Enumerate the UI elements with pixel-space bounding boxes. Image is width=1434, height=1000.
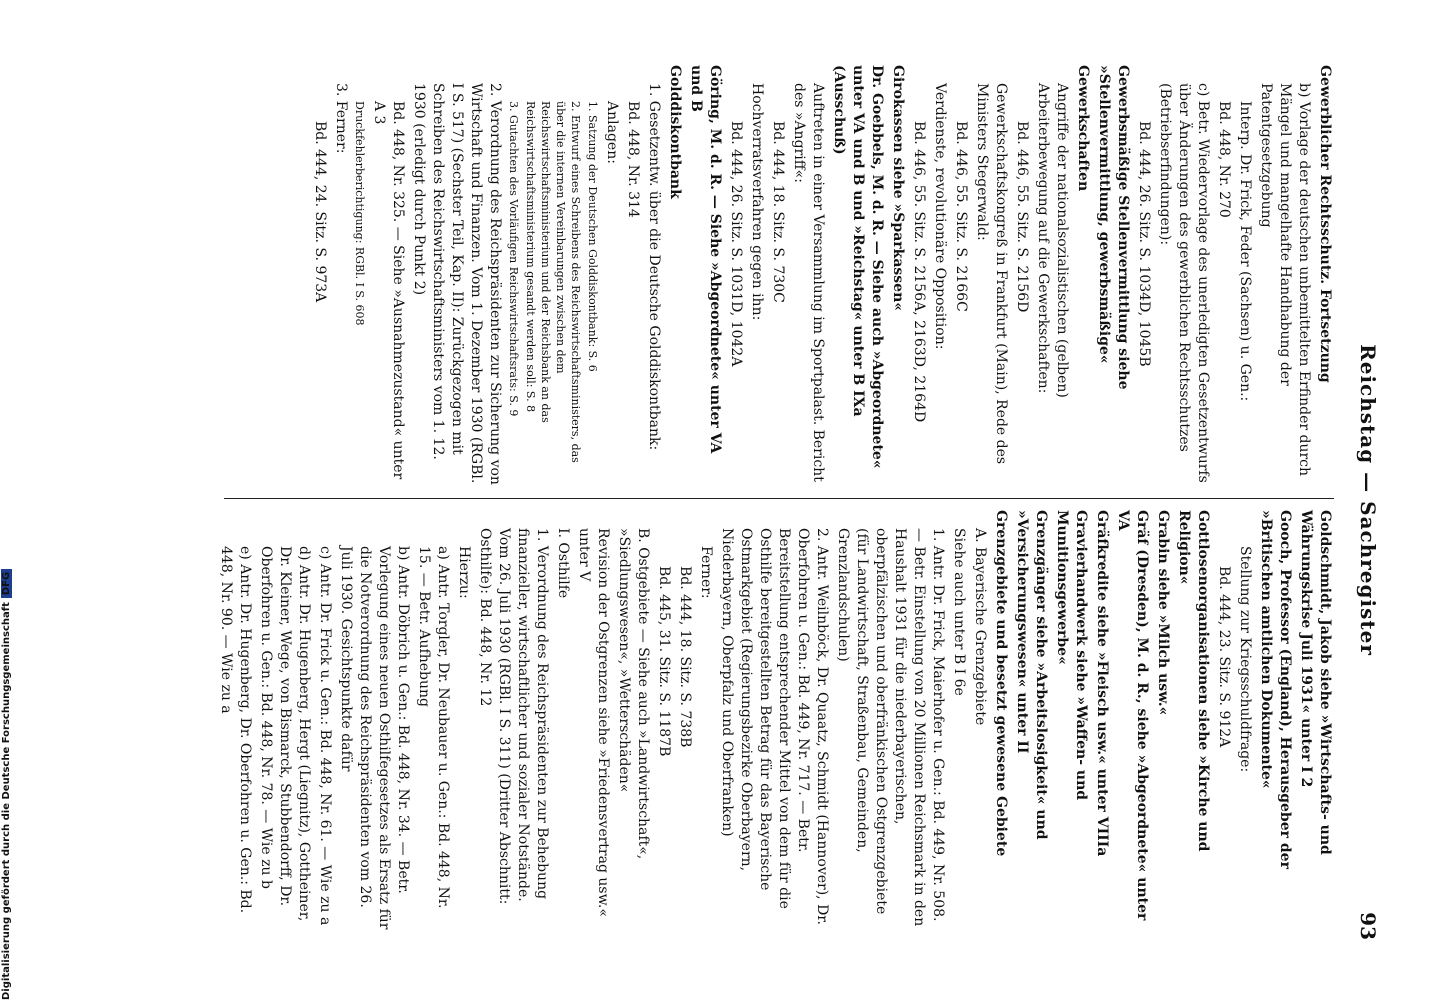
register-entry: 3. Gutachten des Vorläufigen Reichswirtschaftsrats: S. 9 [507,101,520,417]
register-entry: 2. Verordnung des Reichspräsidenten zur Sicherung von Wirtschaft und Finanzen. Vom 1. Dezember 1930 (RGBl. I S. 517) (Sechster Teil, Kap. II): Zurückgezogen mit Schreiben des Reichswirtschaftsministers vom 1. 12. 1930 (erledigt durch Punkt 2) [411,83,503,485]
register-entry: Stellung zur Kriegsschuldfrage: [1237,546,1253,773]
register-entry: Interp. Dr. Frick, Feder (Sachsen) u. Gen.: [1237,101,1253,402]
register-entry: 1. Gesetzentw. über die Deutsche Golddiskontbank: [646,83,662,451]
dfg-logo: DFG [1,569,12,598]
register-entry: Angriffe der nationalsozialistischen (gelben) Arbeiterbewegung auf die Gewerkschaften: [1035,83,1070,398]
register-entry: Gooch, Professor (England), Herausgeber der »Britischen amtlichen Dokumente« [1258,510,1293,869]
register-entry: b) Vorlage der deutschen unbemittelten Erfinder durch Mängel und mangelhafte Handhabung der Patentgesetzgebung [1258,83,1312,477]
register-entry: Hochverratsverfahren gegen ihn: [749,83,765,321]
register-entry: 1. Satzung der Deutschen Golddiskontbank: S. 6 [586,101,599,372]
register-entry: Bd. 448, Nr. 270 [1216,101,1232,218]
register-entry: Girokassen siehe »Sparkassen« [890,65,906,312]
register-entry: 1. Verordnung des Reichspräsidenten zur Behebung finanzieller, wirtschaftlicher und sozialer Notstände. Vom 26. Juli 1930 (RGBl. I S. 311) (Dritter Abschnitt: Osthilfe): Bd. 448, Nr. 12 [477,528,550,905]
register-entry: Bd. 446, 55. Sitz. S. 2156D [1014,121,1030,313]
register-entry: Dr. Goebbels, M. d. R. — Siehe auch »Abgeordnete« unter VA und B und »Reichstag« unter B IXa (Ausschuß) [831,65,885,469]
register-entry: b) Antr. Döbrich u. Gen.: Bd. 448, Nr. 34. — Betr. Vorlegung eines neuen Osthilfegesetzes als Ersatz für die Notverordnung des Reichspräsidenten vom 26. Juli 1930. Gesichtspunkte dafür [338,546,411,930]
register-entry: c) Antr. Dr. Frick u. Gen.: Bd. 448, Nr. 61. — Wie zu a [317,546,333,926]
register-entry: B. Ostgebiete — Siehe auch »Landwirtschaft«, »Siedlungswesen«, »Wetterschäden« [616,528,651,860]
register-entry: Gewerblicher Rechtsschutz. Fortsetzung [1317,65,1333,383]
register-entry: Hierzu: [456,546,472,599]
right-column [214,510,1334,930]
page-header [1344,60,1384,940]
register-entry: Gravierhandwerk siehe »Waffen- und Munitionsgewerbe« [1054,510,1089,801]
register-entry: Ferner: [698,546,714,599]
register-entry: Bd. 444, 26. Sitz. S. 1031D, 1042A [728,121,744,367]
register-entry: A. Bayerische Grenzgebiete [972,528,988,726]
register-entry: Bd. 446, 55. Sitz. S. 2166C [953,121,969,312]
register-entry: Auftreten in einer Versammlung im Sportpalast. Bericht des »Angriff«: [791,83,826,482]
register-entry: Gottlosenorganisationen siehe »Kirche und Religion« [1176,510,1211,852]
register-entry: I. Osthilfe [555,528,571,599]
register-entry: Bd. 448, Nr. 325. — Siehe »Ausnahmezustand« unter A 3 [371,101,406,480]
register-entry: Grenzgänger siehe »Arbeitslosigkeit« und »Versicherungswesen« unter II [1014,510,1049,840]
register-entry: Revision der Ostgrenzen siehe »Friedensvertrag usw.« unter V [576,528,611,917]
register-entry: a) Antr. Torgler, Dr. Neubauer u. Gen.: Bd. 448, Nr. 15. — Betr. Aufhebung [416,546,451,909]
register-entry: 2. Entwurf eines Schreibens des Reichswirtschaftsministers, das über die internen Vereinbarungen zwischen dem Reichswirtschaftsministerium und der Reichsbank an das Reichswirtschaftsministerium gesandt werden soll: S. 8 [524,101,582,463]
digitization-sidebar [0,571,18,1000]
register-entry: Bd. 444, 24. Sitz. S. 973A [312,121,328,303]
register-entry: Grabin siehe »Milch usw.« [1155,510,1171,716]
page-number: 93 [1356,912,1380,940]
register-entry: Bd. 444, 23. Sitz. S. 912A [1216,566,1232,748]
register-entry: e) Antr. Dr. Hugenberg, Dr. Oberfohren u. Gen.: Bd. 448, Nr. 90. — Wie zu a [218,546,253,914]
sidebar-text: Digitalisierung gefördert durch die Deutsche ForschungsgemeinschaftDFG [1,569,12,1000]
register-entry: Gewerkschaften [1075,65,1091,192]
register-entry: 3. Ferner: [333,83,349,154]
register-entry: Bd. 446, 55. Sitz. S. 2156A, 2163D, 2164D [911,121,927,423]
register-entry: Bd. 444, 18. Sitz. S. 738B [677,566,693,748]
register-entry: 1. Antr. Dr. Frick, Maierhofer u. Gen.: Bd. 449, Nr. 508. — Betr. Einstellung von 20 Millionen Reichsmark in den Haushalt 1931 für die niederbayerischen, oberpfälzischen und oberfränkischen Ostgrenzgebiete (für Landwirtschaft, Straßenbau, Gemeinden, Grenzlandschulen) [835,528,946,927]
register-entry: d) Antr. Dr. Hugenberg, Hergt (Liegnitz), Gottheiner, Dr. Kleiner, Wege, von Bismarck, Stubbendorff, Dr. Oberfohren u. Gen.: Bd. 448, Nr. 78. — Wie zu b [258,546,312,922]
page-title: Reichstag — Sachregister [1356,344,1380,656]
register-entry: Grenzgebiete und besetzt gewesene Gebiete [993,510,1009,857]
register-entry: Gewerkschaftskongreß in Frankfurt (Main), Rede des Ministers Stegerwald: [974,83,1009,465]
register-entry: Bd. 448, Nr. 314 [625,101,641,218]
register-entry: Goldschmidt, Jakob siehe »Wirtschafts- und Währungskrise Juli 1931« unter I 2 [1298,510,1333,855]
register-entry: Verdienste, revolutionäre Opposition: [932,83,948,350]
register-entry: Golddiskontbank [667,65,683,199]
register-entry: Gräf (Dresden), M. d. R., siehe »Abgeordnete« unter VA [1115,510,1150,921]
left-column [308,65,1334,485]
register-entry: Anlagen: [604,101,620,164]
register-entry: Druckfehlerberichtigung: RGBl. I S. 608 [353,101,366,326]
register-entry: Siehe auch unter B I 6e [951,528,967,696]
register-entry: Gewerbsmäßige Stellenvermittlung siehe »Stellenvermittlung, gewerbsmäßige« [1096,65,1131,390]
register-entry: Bd. 444, 18. Sitz. S. 730C [770,121,786,303]
register-entry: c) Betr. Wiedervorlage des unerledigten Gesetzentwurfs über Änderungen des gewerblichen Rechtsschutzes (Betriebserfindungen): [1157,83,1211,483]
register-entry: 2. Antr. Weilnböck, Dr. Quaatz, Schmidt (Hannover), Dr. Oberfohren u. Gen.: Bd. 449, Nr. 717. — Betr. Bereitstellung entsprechender Mittel von dem für die Osthilfe bereitgestellten Betrag für das Bayerische Ostmarkgebiet (Regierungsbezirke Oberbayern, Niederbayern, Oberpfalz und Oberfranken) [719,528,830,925]
register-entry: Bd. 445, 31. Sitz. S. 1187B [656,566,672,757]
column-divider [224,498,1334,499]
register-entry: Göring, M. d. R. — Siehe »Abgeordnete« unter VA und B [688,65,723,454]
register-entry: Bd. 444, 26. Sitz. S. 1034D, 1045B [1136,121,1152,367]
register-entry: Gräfkredite siehe »Fleisch usw.« unter VIIIa [1094,510,1110,857]
